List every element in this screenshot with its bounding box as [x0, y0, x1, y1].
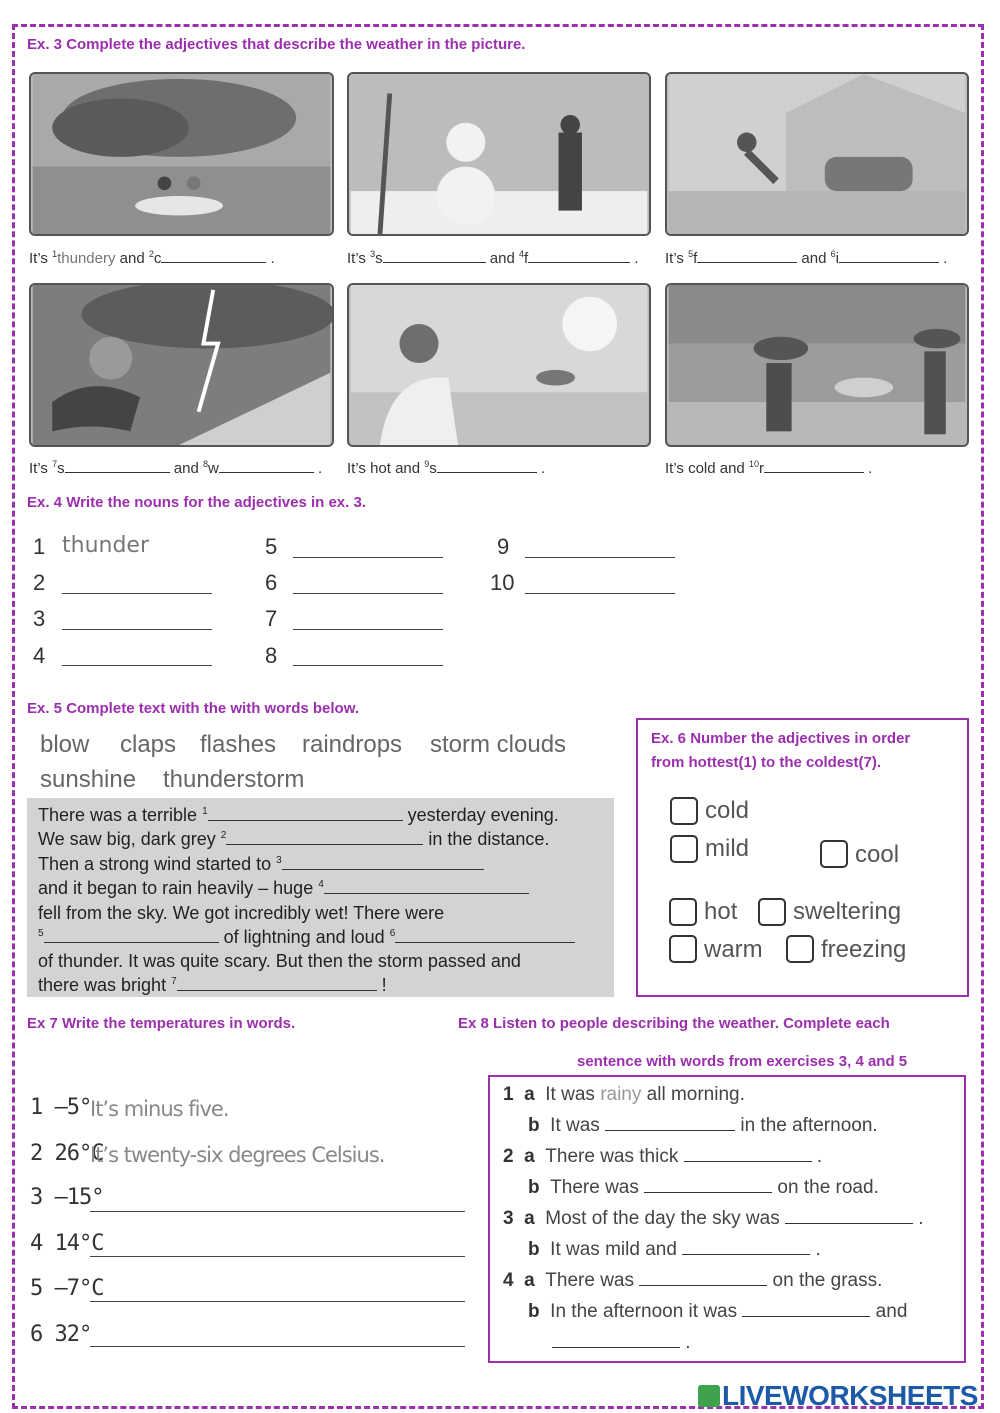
- order-box-cold[interactable]: [670, 797, 698, 825]
- ex4-number-5: 5: [265, 534, 278, 559]
- caption-5: It’s hot and $^9$s .: [347, 459, 546, 477]
- ex4-answer-line-4[interactable]: [62, 665, 212, 666]
- picture-rainy: [665, 283, 969, 447]
- caption-2: It’s $^3$s and $^4$f .: [347, 249, 639, 267]
- answer-blank-2[interactable]: [161, 248, 266, 263]
- temp-item-4: 4 14°C: [30, 1231, 104, 1256]
- answer-blank-6[interactable]: [839, 248, 939, 263]
- ex8-row-4a: 4 a There was on the grass.: [503, 1270, 883, 1291]
- temp-answer-2: It’s twenty-six degrees Celsius.: [90, 1143, 385, 1167]
- temp-item-1: 1 –5°: [30, 1095, 92, 1120]
- ex8-row-3a: 3 a Most of the day the sky was .: [503, 1208, 924, 1229]
- ex8-gap-1b[interactable]: [605, 1116, 735, 1131]
- adjective-hot: hot: [704, 898, 738, 925]
- ex4-number-9: 9: [497, 534, 510, 559]
- ex4-answer-line-7[interactable]: [293, 629, 443, 630]
- word-blow: blow: [40, 731, 90, 758]
- picture-sunny: [347, 283, 651, 447]
- ex4-answer-line-9[interactable]: [525, 557, 675, 558]
- lightning-storm-illustration: [31, 285, 332, 445]
- temp-item-5: 5 –7°C: [30, 1276, 104, 1301]
- word-raindrops: raindrops: [302, 731, 403, 758]
- ex8-gap-4b-2[interactable]: [552, 1333, 680, 1348]
- order-box-sweltering[interactable]: [758, 898, 786, 926]
- ex4-number-7: 7: [265, 606, 278, 631]
- adjective-mild: mild: [705, 835, 750, 862]
- ex5-line-3: Then a strong wind started to $^3$: [38, 854, 484, 875]
- ex8-gap-2a[interactable]: [684, 1147, 812, 1162]
- ex4-answer-line-6[interactable]: [293, 593, 443, 594]
- ex4-number-3: 3: [33, 606, 46, 631]
- ex5-line-2: We saw big, dark grey $^2$ in the distance.: [38, 829, 550, 849]
- ex5-heading: Ex. 5 Complete text with the with words below.: [27, 700, 359, 717]
- gap-6[interactable]: [395, 928, 575, 943]
- adjective-warm: warm: [704, 936, 763, 963]
- ex8-row-1a: 1 a It was rainy all morning.: [503, 1084, 745, 1105]
- word-storm-clouds: storm clouds: [430, 731, 567, 758]
- answer-blank-4[interactable]: [528, 248, 630, 263]
- ex8-gap-3b[interactable]: [682, 1240, 810, 1255]
- ex5-line-7: of thunder. It was quite scary. But then the storm passed and: [38, 951, 521, 971]
- ex8-gap-3a[interactable]: [785, 1209, 913, 1224]
- ex3-heading: Ex. 3 Complete the adjectives that describe the weather in the picture.: [27, 36, 526, 53]
- gap-1[interactable]: [208, 806, 403, 821]
- gap-4[interactable]: [324, 879, 529, 894]
- ex8-heading-line-2: sentence with words from exercises 3, 4 and 5: [577, 1053, 908, 1070]
- ex8-row-2b: b There was on the road.: [528, 1177, 879, 1198]
- caption-6: It’s cold and $^{10}$r .: [665, 459, 873, 477]
- ex4-answer-line-8[interactable]: [293, 665, 443, 666]
- ex4-number-1: 1: [33, 534, 46, 559]
- temp-item-2: 2 26°C: [30, 1141, 104, 1166]
- ex8-gap-4a[interactable]: [639, 1271, 767, 1286]
- temp-answer-line-6[interactable]: [90, 1346, 465, 1347]
- ex5-line-8: there was bright $^7$ !: [38, 975, 387, 995]
- ex4-answer-line-3[interactable]: [62, 629, 212, 630]
- rainy-street-illustration: [667, 285, 967, 445]
- ex4-number-4: 4: [33, 643, 46, 668]
- answer-blank-9[interactable]: [437, 458, 537, 473]
- temp-answer-line-3[interactable]: [90, 1211, 465, 1212]
- ex4-answer-line-2[interactable]: [62, 593, 212, 594]
- ex4-heading: Ex. 4 Write the nouns for the adjectives in ex. 3.: [27, 494, 366, 511]
- ex5-line-4: and it began to rain heavily – huge $^4$: [38, 878, 529, 899]
- adjective-cool: cool: [855, 841, 900, 868]
- temp-answer-line-4[interactable]: [90, 1256, 465, 1257]
- gap-5[interactable]: [44, 928, 219, 943]
- ex8-gap-2b[interactable]: [644, 1178, 772, 1193]
- word-claps: claps: [120, 731, 177, 758]
- thundery-lake-illustration: [31, 74, 332, 234]
- ex7-heading: Ex 7 Write the temperatures in words.: [27, 1015, 296, 1032]
- adjective-freezing: freezing: [821, 936, 907, 963]
- ex4-number-2: 2: [33, 570, 46, 595]
- answer-blank-5[interactable]: [697, 248, 797, 263]
- caption-1: It’s $^1$thundery and $^2$c .: [29, 249, 275, 267]
- answer-blank-8[interactable]: [219, 458, 314, 473]
- picture-thundery: [29, 72, 334, 236]
- answer-blank-10[interactable]: [764, 458, 864, 473]
- ex4-answer-line-5[interactable]: [293, 557, 443, 558]
- word-flashes: flashes: [200, 731, 277, 758]
- caption-4: It’s $^7$s and $^8$w .: [29, 459, 323, 477]
- picture-snowy: [347, 72, 651, 236]
- gap-7[interactable]: [177, 976, 377, 991]
- order-box-mild[interactable]: [670, 835, 698, 863]
- picture-stormy: [29, 283, 334, 447]
- picture-foggy: [665, 72, 969, 236]
- gap-2[interactable]: [226, 830, 423, 845]
- order-box-warm[interactable]: [669, 935, 697, 963]
- ex8-row-4b: b In the afternoon it was and: [528, 1301, 908, 1322]
- ex8-row-2a: 2 a There was thick .: [503, 1146, 823, 1167]
- ex8-gap-4b-1[interactable]: [742, 1302, 870, 1317]
- ex5-line-1: There was a terrible $^1$ yesterday evening.: [38, 805, 559, 825]
- sunny-beach-illustration: [349, 285, 649, 445]
- caption-3: It’s $^5$f and $^6$i .: [665, 249, 948, 267]
- word-sunshine: sunshine: [40, 766, 137, 793]
- snowman-illustration: [349, 74, 649, 234]
- ex5-line-5: fell from the sky. We got incredibly wet! There were: [38, 903, 445, 923]
- ex8-row-3b: b It was mild and .: [528, 1239, 821, 1260]
- ex6-heading-line-1: Ex. 6 Number the adjectives in order: [651, 730, 911, 747]
- ex4-answer-line-10[interactable]: [525, 593, 675, 594]
- logo-badge-icon: [698, 1385, 720, 1407]
- temp-item-3: 3 –15°: [30, 1185, 104, 1210]
- answer-blank-7[interactable]: [65, 458, 170, 473]
- gap-3[interactable]: [282, 855, 484, 870]
- answer-blank-3[interactable]: [383, 248, 486, 263]
- temp-item-6: 6 32°: [30, 1322, 92, 1347]
- word-thunderstorm: thunderstorm: [163, 766, 305, 793]
- adjective-cold: cold: [705, 797, 750, 824]
- temp-answer-1: It’s minus five.: [90, 1097, 229, 1121]
- order-box-cool[interactable]: [820, 840, 848, 868]
- adjective-sweltering: sweltering: [793, 898, 902, 925]
- order-box-hot[interactable]: [669, 898, 697, 926]
- liveworksheets-logo[interactable]: LIVEWORKSHEETS: [698, 1380, 978, 1412]
- ex8-row-4b-cont: .: [552, 1332, 691, 1354]
- ex8-row-1b: b It was in the afternoon.: [528, 1115, 878, 1136]
- ex6-heading-line-2: from hottest(1) to the coldest(7).: [651, 754, 882, 771]
- ex4-number-8: 8: [265, 643, 278, 668]
- ex4-number-10: 10: [490, 570, 515, 595]
- temp-answer-line-5[interactable]: [90, 1301, 465, 1302]
- foggy-street-illustration: [667, 74, 967, 234]
- ex5-line-6: $^5$ of lightning and loud $^6$: [38, 927, 575, 948]
- ex4-example-answer: thunder: [62, 533, 150, 558]
- order-box-freezing[interactable]: [786, 935, 814, 963]
- ex4-number-6: 6: [265, 570, 278, 595]
- ex8-heading-line-1: Ex 8 Listen to people describing the weather. Complete each: [458, 1015, 890, 1032]
